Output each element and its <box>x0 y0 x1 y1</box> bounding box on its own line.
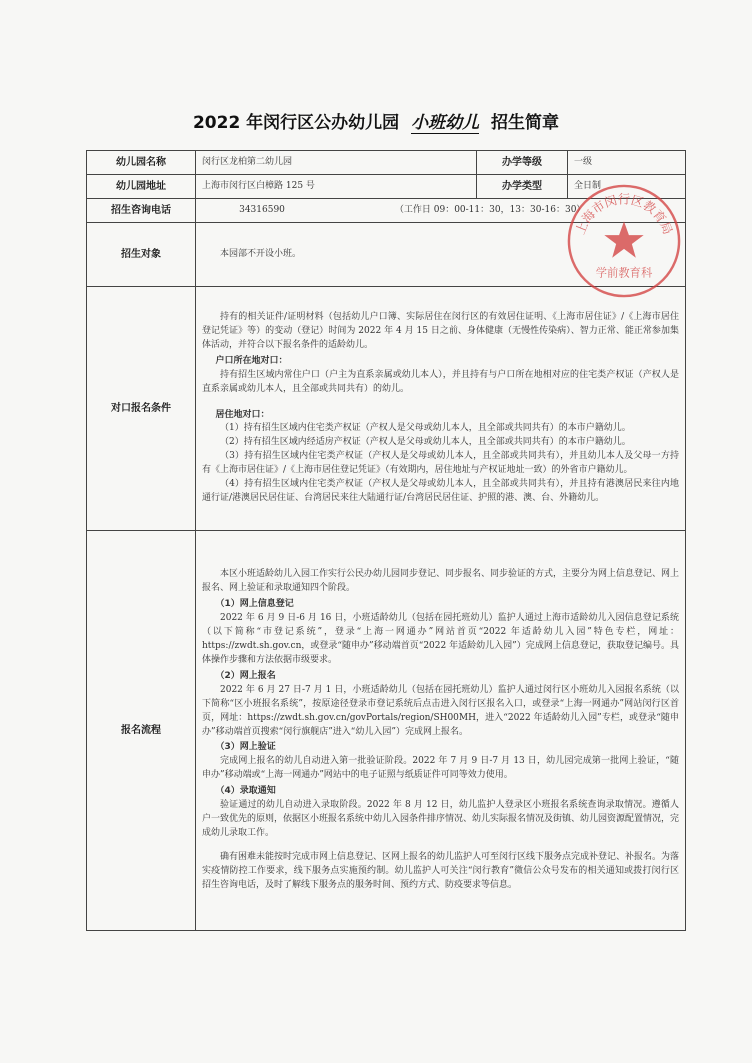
row-conditions <box>87 287 686 531</box>
row-address <box>87 175 686 199</box>
value-phone: 34316590 <box>239 204 285 215</box>
page-title <box>0 108 752 133</box>
value-phone-cell <box>196 199 686 223</box>
title-suffix: 招生简章 <box>491 113 560 133</box>
step2-text: 2022 年 6 月 27 日-7 月 1 日，小班适龄幼儿（包括在园托班幼儿）监护人通过闵行区小班幼儿入园报名系统（以下简称“区小班报名系统”，按原途径登录市登记系统后点击进入闵行区报名入口，或登录“上海一网通办”网站闵行区首页，网址：https://zwdt.sh.gov.cn/govPortals/region/SH00MH，进入“2022 年适龄幼儿入园”专栏，或登录“随申办”移动端首页搜索“闵行旗舰店”进入“幼儿入园”）完成网上报名。 <box>202 684 679 737</box>
label-kindergarten-name: 幼儿园名称 <box>87 151 196 175</box>
process-intro: 本区小班适龄幼儿入园工作实行公民办幼儿园同步登记、同步报名、同步验证的方式，主要分为网上信息登记、网上报名、网上验证和录取通知四个阶段。 <box>202 569 680 594</box>
residence-item: （3）持有招生区域内住宅类产权证（产权人是父母或幼儿本人，且全部或共同共有），并且幼儿本人及父母一方持有《上海市居住证》/《上海市居住登记凭证》（有效期内，居住地址与产权证地址一致）的外省市户籍幼儿。 <box>202 451 679 476</box>
hukou-text: 持有招生区域内常住户口（户主为直系亲属或幼儿本人），并且持有与户口所在地相对应的住宅类产权证（产权人是直系亲属或幼儿本人，且全部或共同共有）的幼儿。 <box>202 369 679 394</box>
seal-top-text: 上海市闵行区教育局 <box>573 192 675 237</box>
hukou-title: 户口所在地对口： <box>215 355 288 366</box>
row-phone <box>87 199 686 223</box>
step4-title: （4）录取通知 <box>215 786 276 797</box>
step2-title: （2）网上报名 <box>215 670 276 681</box>
label-phone: 招生咨询电话 <box>87 199 196 223</box>
process-cell <box>196 531 686 931</box>
process-note: 确有困难未能按时完成市网上信息登记、区网上报名的幼儿监护人可至闵行区线下服务点完成补登记、补报名。为落实疫情防控工作要求，线下服务点实施预约制。幼儿监护人可关注“闵行教育”微信公众号发布的相关通知或拨打闵行区招生咨询电话，及时了解线下服务点的服务时间、预约方式、防疫要求等信息。 <box>202 852 680 890</box>
residence-item: （2）持有招生区域内经适房产权证（产权人是父母或幼儿本人，且全部或共同共有）的本市户籍幼儿。 <box>220 437 631 448</box>
value-kindergarten-name: 闵行区龙柏第二幼儿园 <box>196 151 477 175</box>
residence-item: （4）持有招生区域内住宅类产权证（产权人是父母或幼儿本人，且全部或共同共有），并且持有港澳居民来往内地通行证/港澳居民居住证、台湾居民来往大陆通行证/台湾居民居住证、护照的港、澳、台、外籍幼儿。 <box>202 479 679 504</box>
step1-title: （1）网上信息登记 <box>215 599 294 610</box>
title-prefix: 2022 年闵行区公办幼儿园 <box>192 113 400 133</box>
label-process: 报名流程 <box>87 531 196 931</box>
value-target: 本园部不开设小班。 <box>220 248 302 259</box>
label-target: 招生对象 <box>87 223 196 287</box>
title-highlight: 小班幼儿 <box>411 113 480 133</box>
row-target <box>87 223 686 287</box>
label-conditions: 对口报名条件 <box>87 287 196 531</box>
residence-title: 居住地对口： <box>215 409 270 420</box>
row-process <box>87 531 686 931</box>
step4-text: 验证通过的幼儿自动进入录取阶段。2022 年 8 月 12 日，幼儿监护人登录区小班报名系统查询录取情况。遵循人户一致优先的原则，依据区小班报名系统中幼儿入园条件排序情况、幼儿实际报名情况及街镇、幼儿园资源配置情况，完成幼儿录取工作。 <box>202 800 680 839</box>
step1-text: 2022 年 6 月 9 日-6 月 16 日，小班适龄幼儿（包括在园托班幼儿）监护人通过上海市适龄幼儿入园信息登记系统（以下简称“市登记系统”，登录“上海一网通办”网站首页“2022 年适龄幼儿入园”特色专栏，网址：https://zwdt.sh.gov.cn，或登录“随申办”移动端首页“2022 年适龄幼儿入园”）完成网上信息登记，获取登记编号。具体操作步骤和方法依据市级要求。 <box>202 613 679 665</box>
value-address: 上海市闵行区白樟路 125 号 <box>196 175 477 199</box>
value-school-type: 全日制 <box>568 175 686 199</box>
label-school-type: 办学类型 <box>477 175 568 199</box>
seal-bottom-text: 学前教育科 <box>595 266 653 280</box>
row-name <box>87 151 686 175</box>
conditions-intro: 持有的相关证件/证明材料（包括幼儿户口簿、实际居住在闵行区的有效居住证明、《上海市居住证》/《上海市居住登记凭证》等）的变动（登记）时间为 2022 年 4 月 15 日之前、身体健康（无慢性传染病）、智力正常、能正常参加集体活动，并符合以下报名条件的适龄幼儿。 <box>202 311 679 350</box>
value-target-cell <box>196 223 686 287</box>
label-address: 幼儿园地址 <box>87 175 196 199</box>
step3-title: （3）网上验证 <box>215 742 276 753</box>
residence-item: （1）持有招生区域内住宅类产权证（产权人是父母或幼儿本人，且全部或共同共有）的本市户籍幼儿。 <box>220 423 631 434</box>
conditions-cell <box>196 287 686 531</box>
label-school-level: 办学等级 <box>477 151 568 175</box>
enrollment-table <box>86 150 686 931</box>
step3-text: 完成网上报名的幼儿自动进入第一批验证阶段。2022 年 7 月 9 日-7 月 13 日，幼儿园完成第一批网上验证，“随申办”移动端或“上海一网通办”网站中的电子证照与纸质证件可同等效力使用。 <box>202 756 679 781</box>
value-school-level: 一级 <box>568 151 686 175</box>
value-phone-hours: （工作日 09：00-11：30，13：30-16：30） <box>394 204 586 215</box>
